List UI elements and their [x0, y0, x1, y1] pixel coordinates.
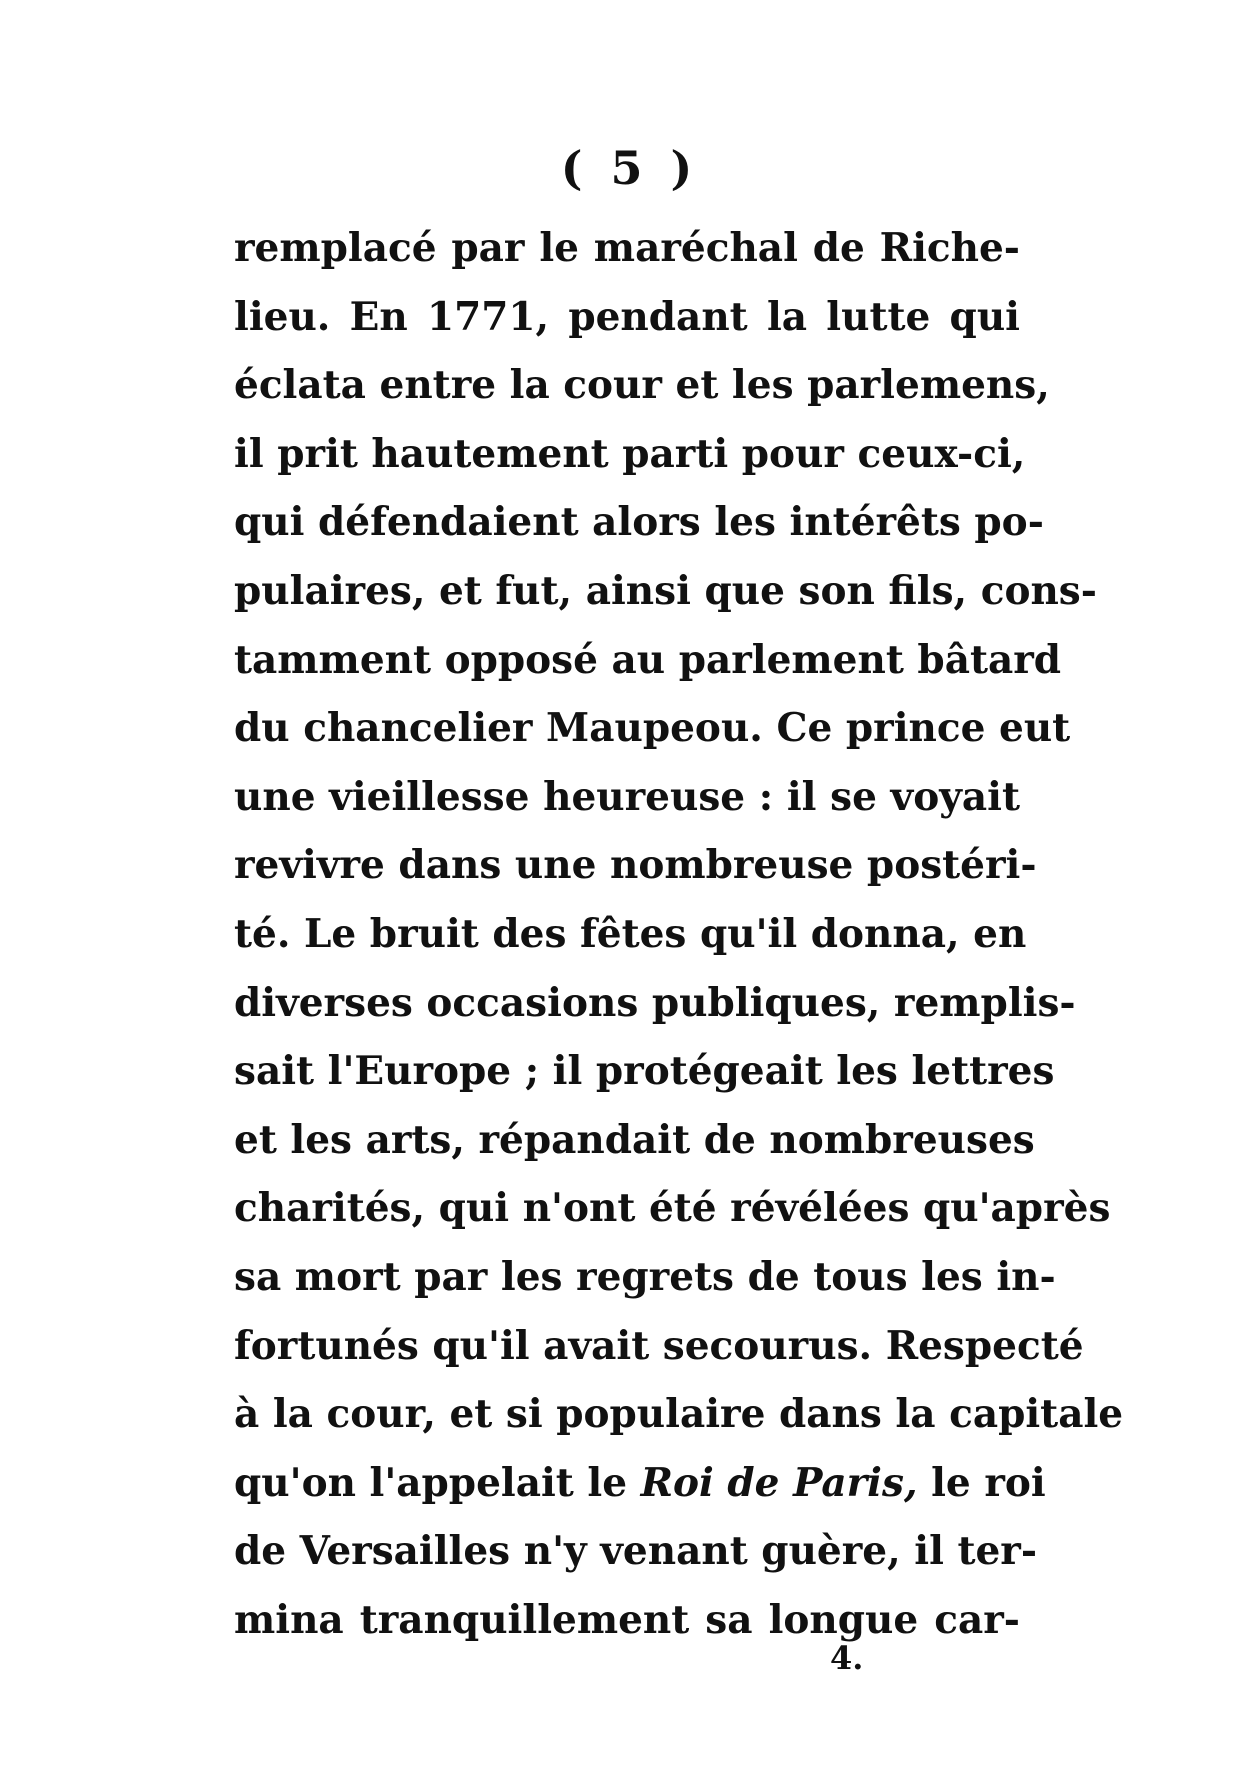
- text-line: éclata entre la cour et les parlemens,: [234, 362, 1050, 409]
- text-line: sa mort par les regrets de tous les in-: [234, 1253, 1056, 1300]
- text-line: à la cour, et si populaire dans la capitale: [234, 1391, 1124, 1438]
- text-line: du chancelier Maupeou. Ce prince eut: [234, 705, 1071, 752]
- text-line: pulaires, et fut, ainsi que son fils, cons-: [234, 567, 1097, 614]
- text-line: fortunés qu'il avait secourus. Respecté: [234, 1322, 1084, 1369]
- text-line-with-italic: [234, 1449, 1046, 1518]
- page-number: ( 5 ): [560, 141, 699, 195]
- text-line: une vieillesse heureuse : il se voyait: [234, 773, 1020, 820]
- text-line: sait l'Europe ; il protégeait les lettres: [234, 1048, 1055, 1095]
- text-line: de Versailles n'y venant guère, il ter-: [234, 1528, 1038, 1575]
- line-segment: le roi: [917, 1459, 1046, 1506]
- body-text: [234, 214, 1124, 1654]
- text-line: qui défendaient alors les intérêts po-: [234, 499, 1044, 546]
- line-segment: qu'on l'appelait le: [234, 1459, 641, 1506]
- text-line: charités, qui n'ont été révélées qu'après: [234, 1185, 1111, 1232]
- text-line: mina tranquillement sa longue car-: [234, 1596, 1020, 1643]
- text-line: té. Le bruit des fêtes qu'il donna, en: [234, 910, 1027, 957]
- text-line: tamment opposé au parlement bâtard: [234, 636, 1062, 683]
- text-line: lieu. En 1771, pendant la lutte qui: [234, 293, 1020, 340]
- text-line: et les arts, répandait de nombreuses: [234, 1116, 1035, 1163]
- italic-phrase: Roi de Paris,: [640, 1459, 918, 1506]
- text-line: il prit hautement parti pour ceux-ci,: [234, 430, 1026, 477]
- text-line: diverses occasions publiques, remplis-: [234, 979, 1076, 1026]
- text-line: remplacé par le maréchal de Riche-: [234, 225, 1020, 271]
- text-line: revivre dans une nombreuse postéri-: [234, 842, 1037, 889]
- signature-mark: 4.: [830, 1639, 864, 1677]
